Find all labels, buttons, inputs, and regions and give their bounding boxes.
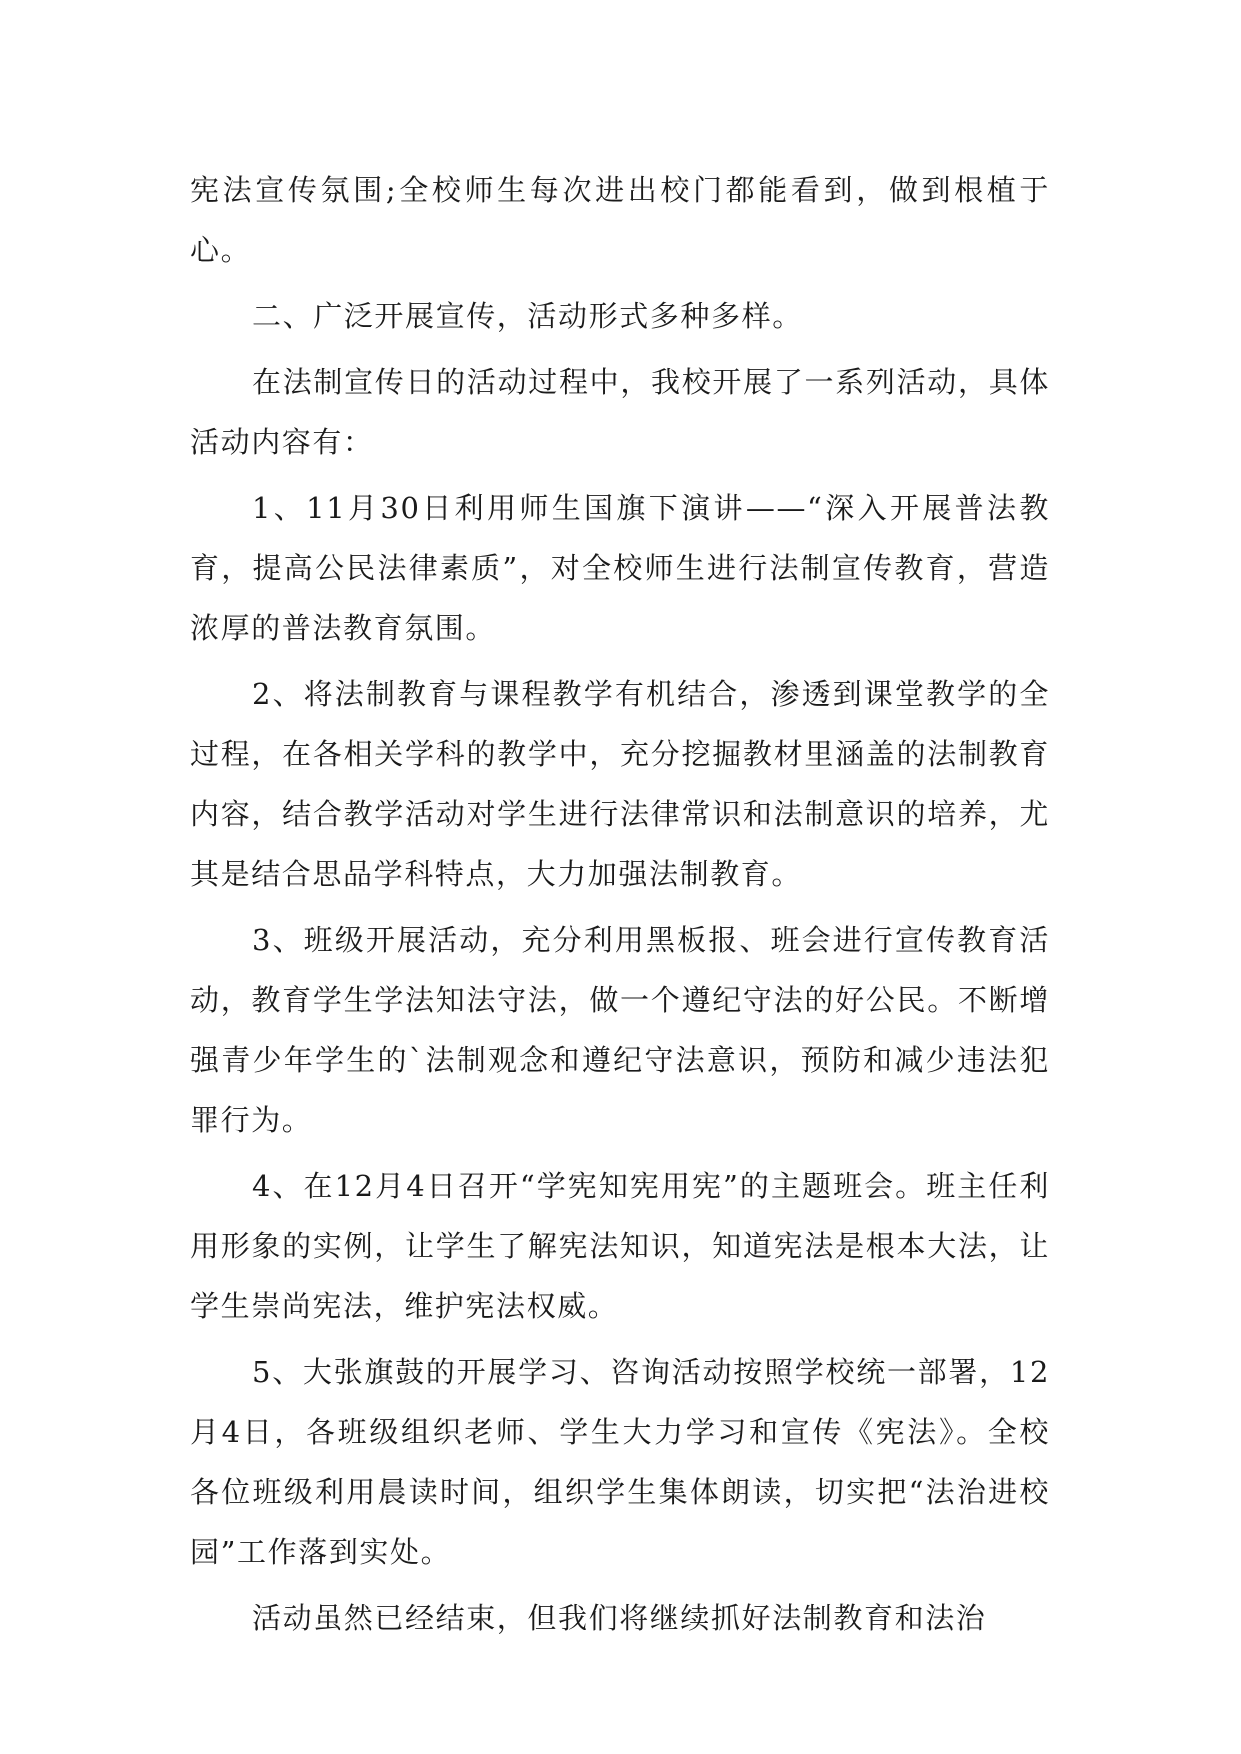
section-heading-2: 二、广泛开展宣传，活动形式多种多样。 bbox=[252, 299, 803, 333]
list-item-3: 3、班级开展活动，充分利用黑板报、班会进行宣传教育活动，教育学生学法知法守法，做一个遵纪守法的好公民。不断增强青少年学生的`法制观念和遵纪守法意识，预防和减少违法犯罪行为。 bbox=[190, 923, 1050, 1137]
paragraph-closing: 活动虽然已经结束，但我们将继续抓好法制教育和法治 bbox=[252, 1601, 987, 1635]
list-item-4: 4、在12月4日召开“学宪知宪用宪”的主题班会。班主任利用形象的实例，让学生了解宪法知识，知道宪法是根本大法，让学生崇尚宪法，维护宪法权威。 bbox=[190, 1169, 1050, 1323]
list-item-5: 5、大张旗鼓的开展学习、咨询活动按照学校统一部署，12月4日，各班级组织老师、学生大力学习和宣传《宪法》。全校各位班级利用晨读时间，组织学生集体朗读，切实把“法治进校园”工作落到实处。 bbox=[190, 1355, 1050, 1569]
paragraph-intro: 在法制宣传日的活动过程中，我校开展了一系列活动，具体活动内容有： bbox=[190, 365, 1050, 459]
document-body bbox=[190, 160, 1050, 1648]
paragraph-continuation: 宪法宣传氛围;全校师生每次进出校门都能看到，做到根植于心。 bbox=[190, 173, 1050, 267]
list-item-2: 2、将法制教育与课程教学有机结合，渗透到课堂教学的全过程，在各相关学科的教学中，充分挖掘教材里涵盖的法制教育内容，结合教学活动对学生进行法律常识和法制意识的培养，尤其是结合思品学科特点，大力加强法制教育。 bbox=[190, 677, 1050, 891]
list-item-1: 1、11月30日利用师生国旗下演讲——“深入开展普法教育，提高公民法律素质”，对全校师生进行法制宣传教育，营造浓厚的普法教育氛围。 bbox=[190, 491, 1050, 645]
